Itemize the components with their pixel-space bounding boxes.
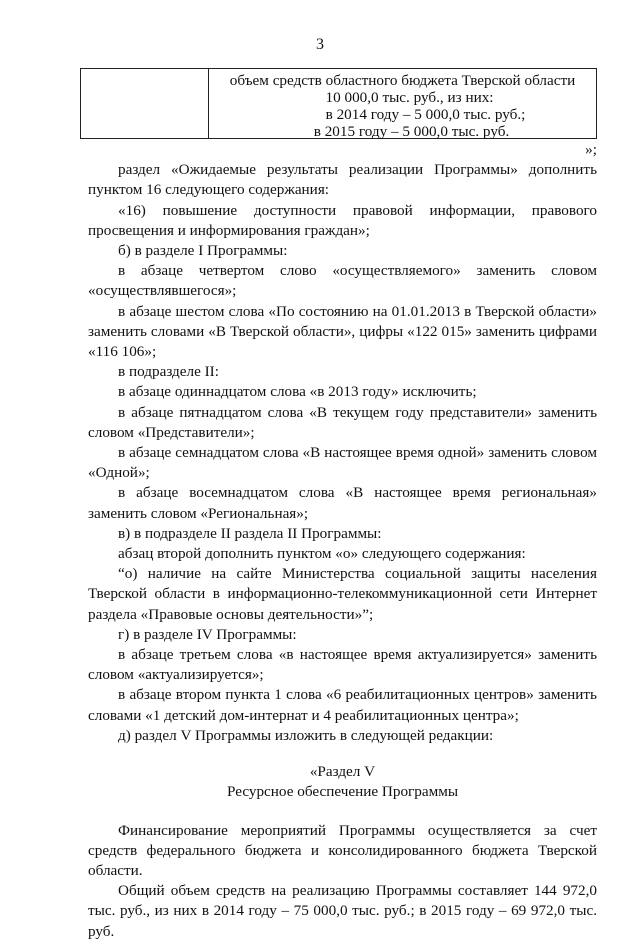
paragraph: б) в разделе I Программы: (118, 242, 288, 260)
paragraph: в) в подразделе II раздела II Программы: (118, 524, 382, 542)
table-line-2015: в 2015 году – 5 000,0 тыс. руб. (313, 123, 510, 140)
paragraph: в абзаце одиннадцатом слова «в 2013 году» исключить; (118, 383, 477, 401)
paragraph: в абзаце шестом слова «По состоянию на 01.01.2013 в Тверской области» заменить словами «В Тверской области», цифры «122 015» заменить цифрами «116 106»; (88, 302, 597, 361)
table-funding-cell (209, 69, 596, 138)
paragraph: «16) повышение доступности правовой информации, правового просвещения и информирования граждан»; (88, 201, 597, 239)
paragraph: в абзаце восемнадцатом слова «В настоящее время региональная» заменить словом «Региональная»; (88, 484, 597, 522)
table-line-total-amount: 10 000,0 тыс. руб., из них: (325, 89, 494, 106)
spacer (88, 746, 597, 762)
paragraph: раздел «Ожидаемые результаты реализации Программы» дополнить пунктом 16 следующего содержания: (88, 161, 597, 199)
table-empty-cell (81, 69, 209, 138)
paragraph: в подразделе II: (118, 363, 219, 381)
paragraph: в абзаце третьем слова «в настоящее время актуализируется» заменить словом «актуализируется»; (88, 646, 597, 684)
table-line-total-label: объем средств областного бюджета Тверской области (229, 72, 576, 89)
paragraph: “о) наличие на сайте Министерства социальной защиты населения Тверской области в информационно-телекоммуникационной сети Интернет раздела «Правовые основы деятельности»”; (88, 565, 597, 623)
closing-quote: »; (585, 141, 597, 158)
paragraph: абзац второй дополнить пунктом «о» следующего содержания: (118, 545, 526, 563)
paragraph: г) в разделе IV Программы: (118, 625, 297, 643)
paragraph: д) раздел V Программы изложить в следующей редакции: (118, 726, 494, 744)
spacer (88, 803, 597, 821)
table-line-2014: в 2014 году – 5 000,0 тыс. руб.; (325, 106, 526, 123)
budget-table (80, 68, 597, 139)
section-heading: «Раздел V (309, 763, 376, 781)
paragraph: в абзаце пятнадцатом слова «В текущем году представители» заменить словом «Представители»; (88, 403, 597, 441)
section-subheading: Ресурсное обеспечение Программы (226, 783, 459, 801)
paragraph: Общий объем средств на реализацию Программы составляет 144 972,0 тыс. руб., из них в 2014 году – 75 000,0 тыс. руб.; в 2015 году – 69 972,0 тыс. руб. (88, 882, 597, 940)
paragraph: в абзаце четвертом слово «осуществляемого» заменить словом «осуществлявшегося»; (88, 262, 597, 300)
paragraph: Финансирование мероприятий Программы осуществляется за счет средств федерального бюджета и консолидированного бюджета Тверской области. (88, 821, 597, 879)
paragraph: в абзаце втором пункта 1 слова «6 реабилитационных центров» заменить словами «1 детский дом-интернат и 4 реабилитационных центра»; (88, 686, 597, 724)
page-number: 3 (316, 36, 324, 53)
paragraph: в абзаце семнадцатом слова «В настоящее время одной» заменить словом «Одной»; (88, 444, 597, 482)
document-body (88, 140, 597, 942)
